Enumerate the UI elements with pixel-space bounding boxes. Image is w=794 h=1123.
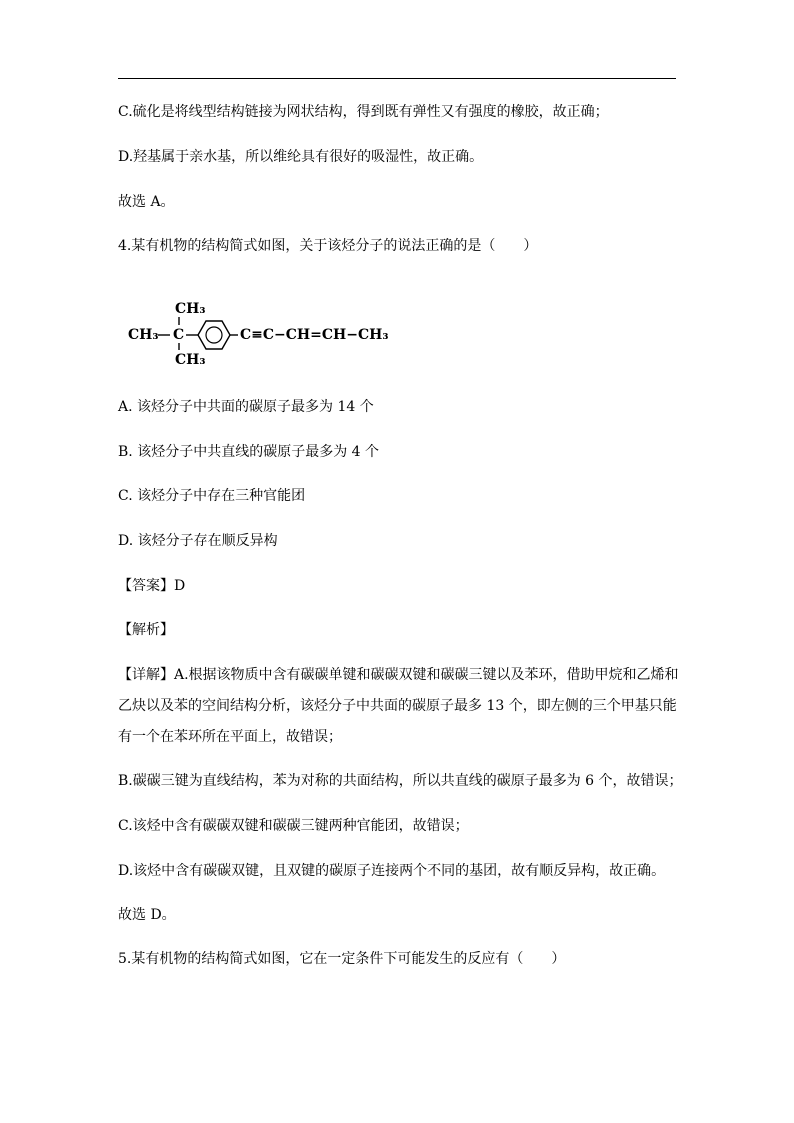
conclusion: 故选 D。 [118, 907, 176, 923]
analysis-heading: 【解析】 [118, 622, 174, 638]
answer: 【答案】D [118, 578, 186, 594]
conclusion-previous: 故选 A。 [118, 194, 175, 210]
formula-c-center: C [173, 327, 185, 343]
option-d: D. 该烃分子存在顺反异构 [118, 533, 278, 549]
detail-line-2: 乙炔以及苯的空间结构分析，该烃分子中共面的碳原子最多 13 个，即左侧的三个甲基只能 [118, 698, 677, 714]
option-b: B. 该烃分子中共直线的碳原子最多为 4 个 [118, 444, 379, 460]
question-4: 4.某有机物的结构简式如图，关于该烃分子的说法正确的是（ ） [118, 238, 538, 254]
option-d-previous: D.羟基属于亲水基，所以维纶具有很好的吸湿性，故正确。 [118, 149, 484, 165]
header-rule [118, 78, 676, 79]
option-c: C. 该烃分子中存在三种官能团 [118, 488, 306, 504]
detail-line-1: 【详解】A.根据该物质中含有碳碳单键和碳碳双键和碳碳三键以及苯环，借助甲烷和乙烯和 [118, 667, 679, 683]
structural-formula [122, 296, 412, 370]
detail-b: B.碳碳三键为直线结构，苯为对称的共面结构，所以共直线的碳原子最多为 6 个，故错误； [118, 773, 683, 789]
benzene-inner-circle [206, 327, 222, 343]
detail-line-3: 有一个在苯环所在平面上，故错误； [118, 729, 342, 745]
formula-chain: C≡C−CH=CH−CH₃ [240, 327, 389, 343]
benzene-ring [198, 321, 230, 349]
option-c-previous: C.硫化是将线型结构链接为网状结构，得到既有弹性又有强度的橡胶，故正确； [118, 104, 609, 120]
formula-ch3-top: CH₃ [175, 301, 206, 317]
question-5: 5.某有机物的结构简式如图，它在一定条件下可能发生的反应有（ ） [118, 951, 566, 967]
detail-c: C.该烃中含有碳碳双键和碳碳三键两种官能团，故错误； [118, 818, 469, 834]
formula-ch3-bottom: CH₃ [175, 352, 206, 368]
formula-ch3-left: CH₃ [128, 327, 159, 343]
detail-d: D.该烃中含有碳碳双键，且双键的碳原子连接两个不同的基团，故有顺反异构，故正确。 [118, 863, 666, 879]
option-a: A. 该烃分子中共面的碳原子最多为 14 个 [118, 399, 374, 415]
